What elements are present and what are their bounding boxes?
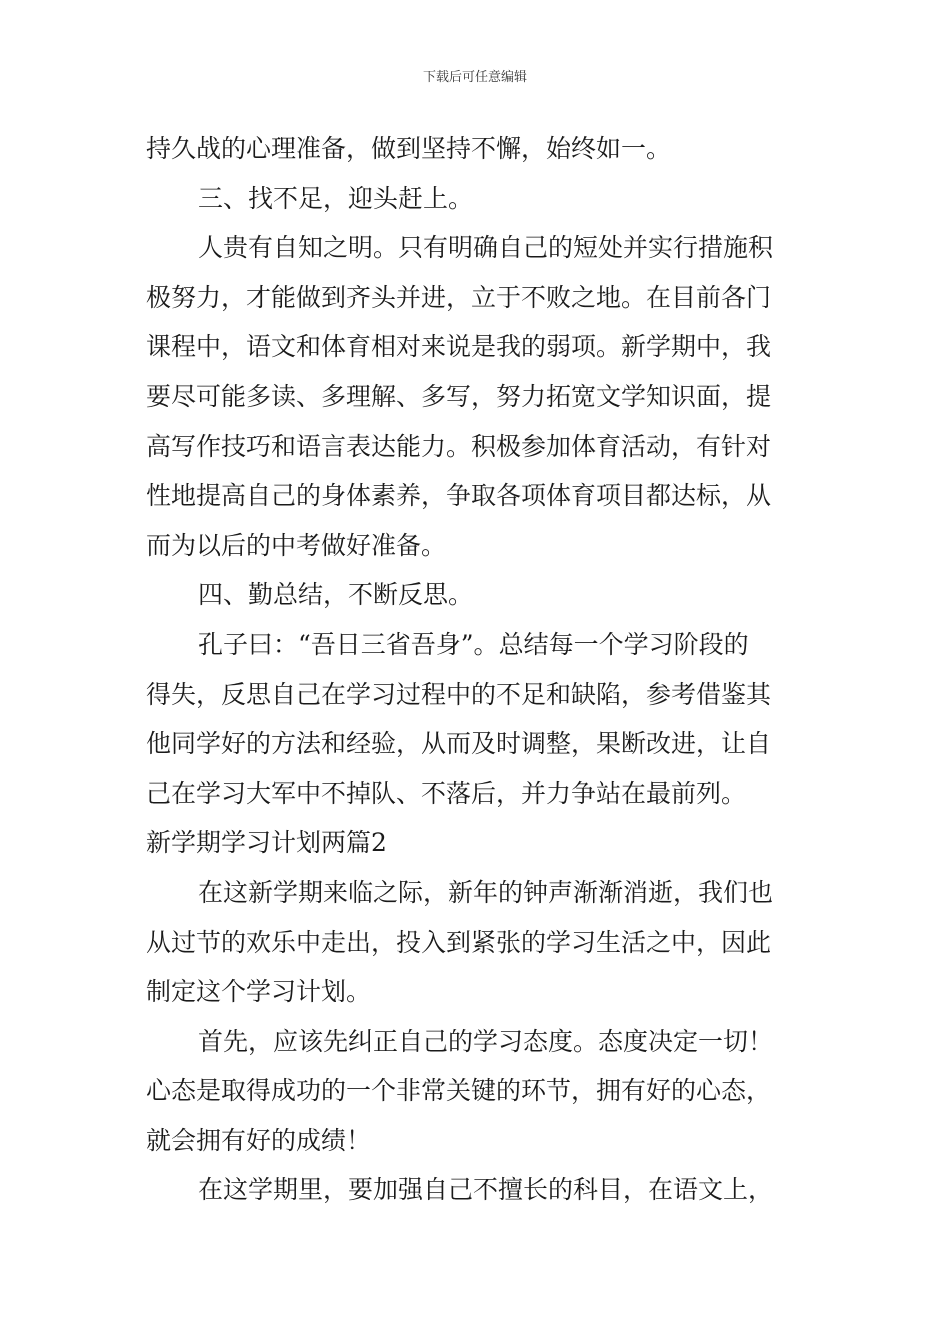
text-line: 己在学习大军中不掉队、不落后，并力争站在最前列。 [146, 778, 747, 808]
text-line: 从过节的欢乐中走出，投入到紧张的学习生活之中，因此 [146, 927, 772, 957]
section-heading: 四、勤总结，不断反思。 [198, 580, 474, 610]
text-line: 持久战的心理准备，做到坚持不懈，始终如一。 [146, 134, 672, 163]
text-line: 而为以后的中考做好准备。 [146, 530, 447, 560]
section-heading: 三、找不足，迎头赶上。 [198, 183, 474, 213]
text-line: 极努力，才能做到齐头并进，立于不败之地。在目前各门 [146, 282, 772, 312]
text-line: 就会拥有好的成绩！ [146, 1125, 372, 1155]
text-line: 人贵有自知之明。只有明确自己的短处并实行措施积 [198, 233, 774, 263]
text-line: 在这新学期来临之际，新年的钟声渐渐消逝，我们也 [198, 877, 774, 907]
document-body [146, 124, 806, 1215]
text-line: 制定这个学习计划。 [146, 977, 372, 1007]
text-line: 得失，反思自己在学习过程中的不足和缺陷，参考借鉴其 [146, 679, 772, 709]
text-line: 性地提高自己的身体素养，争取各项体育项目都达标，从 [146, 481, 772, 511]
text-line: 心态是取得成功的一个非常关键的环节，拥有好的心态， [146, 1076, 772, 1106]
document-subtitle: 新学期学习计划两篇2 [146, 828, 387, 858]
page-header: 下载后可任意编辑 [422, 70, 527, 85]
text-line: 要尽可能多读、多理解、多写，努力拓宽文学知识面，提 [146, 381, 772, 411]
text-line: 孔子曰：“吾日三省吾身”。总结每一个学习阶段的 [198, 629, 749, 659]
text-line: 在这学期里，要加强自己不擅长的科目，在语文上， [198, 1175, 774, 1205]
text-line: 他同学好的方法和经验，从而及时调整，果断改进，让自 [146, 729, 772, 759]
text-line: 高写作技巧和语言表达能力。积极参加体育活动，有针对 [146, 431, 772, 461]
text-line: 课程中，语文和体育相对来说是我的弱项。新学期中，我 [146, 332, 772, 362]
text-line: 首先，应该先纠正自己的学习态度。态度决定一切！ [198, 1026, 774, 1056]
